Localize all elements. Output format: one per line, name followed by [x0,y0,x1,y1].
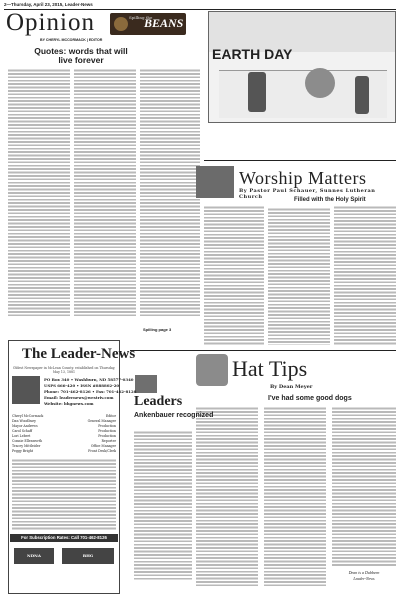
opinion-col-2 [74,68,136,318]
worship-title: Worship Matters [239,168,367,188]
staff-row: Mayor Andrews Production [12,424,116,428]
hattips-col-3 [332,406,396,566]
column-label: Spilling the [129,15,153,20]
worship-col-1 [204,205,264,345]
hattips-byline: By Dean Meyer [270,384,313,390]
hattips-rule [130,350,396,351]
globe-icon [305,68,335,98]
column-label-emph: BEANS [144,16,184,30]
leaders-title: Leaders [134,394,183,409]
church-photo [196,166,234,198]
worship-headline: Filled with the Holy Spirit [294,197,366,203]
hat-icon [196,354,228,386]
column-banner [110,13,186,35]
staff-row: Peggy Bright Front Desk/Clerk [12,449,116,453]
masthead-website[interactable]: Website: bhgnews.com [44,401,94,406]
worship-col-3 [334,205,396,345]
opinion-byline: BY CHERYL MCCORMACK | EDITOR [40,38,103,42]
ndna-logo: NDNA [14,548,54,564]
section-title: Opinion [6,9,95,36]
opinion-col-3 [140,68,200,318]
masthead-phone: Phone: 701-462-8126 • Fax: 701-462-8128 [44,389,137,394]
hattips-signoff: Dean is a Dubbeen [348,570,380,575]
leaders-logo [135,375,157,393]
issue-line: 2—Thursday, April 23, 2015, Leader-News [4,2,93,7]
subscription-bar: For Subscription Rates: Call 701-462-8126 [10,534,118,542]
masthead-fineprint [12,458,116,530]
masthead-email[interactable]: Email: leadernews@westriv.com [44,395,114,400]
nd-map-icon [12,376,40,404]
bean-icon [114,17,128,31]
figure-icon [248,72,266,112]
opinion-col-1 [8,68,70,318]
staff-row: Tracey Mittleider Office Manager [12,444,116,448]
staff-row: Lori Lebert Production [12,434,116,438]
leaders-body [134,430,192,580]
worship-col-2 [268,207,330,345]
staff-row: Cheryl McCormack Editor [12,414,116,418]
worship-byline: By Pastor Paul Schauer, Sunnes Lutheran Church [239,188,376,200]
masthead-address-2: USPS 666-420 • ISSN #888802-20 [44,383,120,388]
leaders-headline: Ankenbauer recognized [134,412,214,419]
staff-row: Carol Schaff Production [12,429,116,433]
masthead-sub: Oldest Newspaper in McLean County. established on Thursday, May 13, 1881 [12,366,116,375]
hattips-headline: I've had some good dogs [268,395,352,402]
hattips-title: Hat Tips [232,356,308,381]
masthead-title: The Leader-News [22,346,136,362]
staff-row: Dan Woodbury General Manager [12,419,116,423]
staff-row: Connie Ellenworth Reporter [12,439,116,443]
continued-note: Spilling page 3 [143,327,172,332]
hattips-col-1 [196,406,258,586]
figure-icon [355,76,369,114]
opinion-headline: Quotes: words that will live forever [34,46,128,65]
cartoon-caption: EARTH DAY [212,46,293,62]
hattips-col-2 [264,406,326,586]
hattips-signoff-2: Leader-News [353,576,375,581]
worship-rule [204,160,396,161]
masthead-address-1: PO Box 340 • Washburn, ND 58577-0340 [44,377,134,382]
bhg-logo: BHG [62,548,114,564]
